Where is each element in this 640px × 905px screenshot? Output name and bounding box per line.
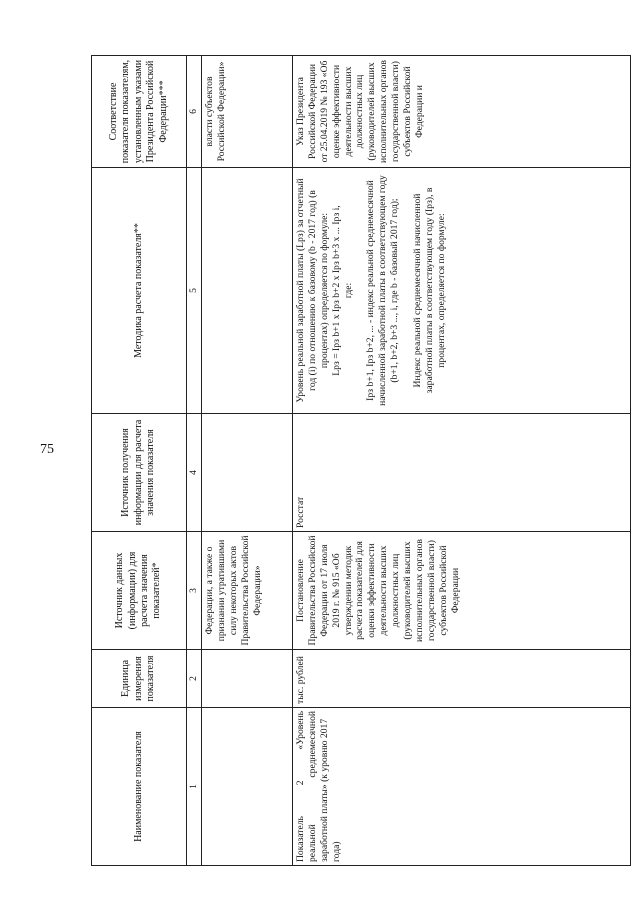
indicator-info-source: Росстат — [293, 414, 631, 532]
continuation-row — [202, 56, 293, 866]
indicator-table — [91, 55, 631, 866]
header-indicator-name: Наименование показателя — [92, 708, 187, 866]
method-paragraph-3: Индекс реальной среднемесячной начисленной заработной платы в соответствующем году (Iрз), в процентах, определяется по формуле: — [412, 187, 447, 394]
column-number: 3 — [187, 532, 202, 650]
continuation-info-source-cell — [202, 414, 293, 532]
continuation-unit-cell — [202, 650, 293, 708]
rotated-table-container — [91, 56, 631, 866]
continuation-data-source: Федерации, а также о признании утратившими силу некоторых актов Правительства Российской Федерации» — [202, 532, 293, 650]
continuation-method-cell — [202, 168, 293, 414]
column-number: 6 — [187, 56, 202, 168]
column-number-row — [187, 56, 202, 866]
indicator-unit: тыс. рублей — [293, 650, 631, 708]
continuation-decree: власти субъектов Российской Федерации» — [202, 56, 293, 168]
indicator-data-source: Постановление Правительства Российской Федерации от 17 июля 2019 г. № 915 «Об утверждении методик расчета показателей для оценки эффективности деятельности высших должностных лиц (руководителей высших исполнительных органов государственной власти) субъектов Российской Федерации — [293, 532, 631, 650]
indicator-row — [293, 56, 631, 866]
header-data-source: Источник данных (информации) для расчета значения показателей* — [92, 532, 187, 650]
header-methodology: Методика расчета показателя** — [92, 168, 187, 414]
indicator-name-line-2: реальной среднемесячной — [306, 711, 318, 862]
indicator-name-line-1: Показатель 2 «Уровень — [295, 711, 306, 862]
column-number: 1 — [187, 708, 202, 866]
column-number: 5 — [187, 168, 202, 414]
method-paragraph-1: Уровень реальной заработной платы (Lрз) за отчетный год (i) по отношению к базовому (b - 2017 год) (в процентах) определяется по формуле: — [295, 178, 330, 403]
continuation-name-cell — [202, 708, 293, 866]
page-number: 75 — [40, 442, 54, 457]
column-number: 4 — [187, 414, 202, 532]
method-formula: Lрз = Iрз b+1 x Iрз b+2 x Iрз b+3 x ... Iрз i, — [330, 205, 342, 376]
header-info-source: Источник получения информации для расчета значения показателя — [92, 414, 187, 532]
indicator-methodology — [293, 168, 631, 414]
header-row — [92, 56, 187, 866]
method-paragraph-2: Iрз b+1, Iрз b+2, ... - индекс реальной среднемесячной начисленной заработной платы в соответствующем году (b+1, b+2, b+3 ..., i, где b - базовый 2017 год); — [365, 175, 401, 406]
column-number: 2 — [187, 650, 202, 708]
method-where: где: — [342, 282, 354, 299]
indicator-name-rest: заработной платы» (к уровню 2017 года) — [318, 718, 342, 862]
header-unit: Единица измерения показателя — [92, 650, 187, 708]
indicator-name — [293, 708, 631, 866]
header-decree-compliance: Соответствие показателя показателям, установленным указами Президента Российской Федерации*** — [92, 56, 187, 168]
indicator-decree: Указ Президента Российской Федерации от 25.04.2019 № 193 «Об оценке эффективности деятельности высших должностных лиц (руководителей высших исполнительных органов государственной власти) субъектов Российской Федерации и — [293, 56, 631, 168]
